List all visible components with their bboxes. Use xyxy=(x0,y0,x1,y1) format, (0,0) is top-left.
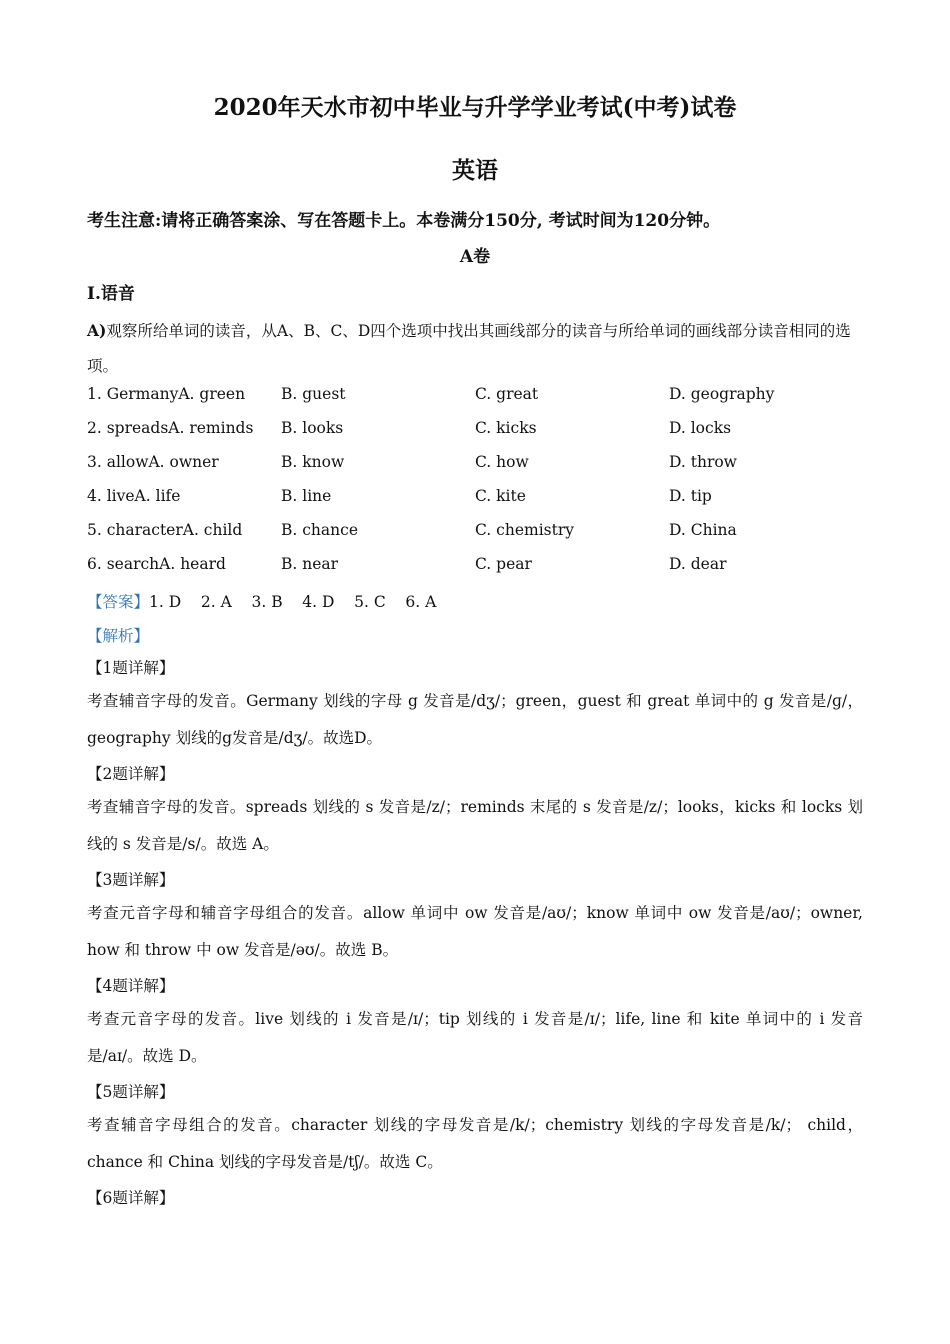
question-stem-option-a: 5. characterA. child xyxy=(87,521,243,539)
question-stem-option-a: 6. searchA. heard xyxy=(87,555,226,573)
option-b: B. chance xyxy=(281,521,358,539)
detail-heading: 【6题详解】 xyxy=(87,1189,175,1207)
question-row xyxy=(87,487,863,521)
detail-text: 考查辅音字母组合的发音。character 划线的字母发音是/k/；chemistry 划线的字母发音是/k/； child，chance 和 China 划线的字母发音是/tʃ/。故选 C。 xyxy=(87,1116,863,1171)
option-b: B. near xyxy=(281,555,339,573)
option-c: C. pear xyxy=(475,555,532,573)
option-c: C. great xyxy=(475,385,539,403)
detail-heading: 【2题详解】 xyxy=(87,765,175,783)
question-stem-option-a: 3. allowA. owner xyxy=(87,453,219,471)
option-d: D. geography xyxy=(669,385,775,403)
option-c: C. how xyxy=(475,453,529,471)
option-d: D. dear xyxy=(669,555,727,573)
question-stem-option-a: 2. spreadsA. reminds xyxy=(87,419,254,437)
option-d: D. locks xyxy=(669,419,732,437)
instruction-label: A) xyxy=(87,321,107,340)
option-d: D. China xyxy=(669,521,737,539)
instruction-text xyxy=(87,313,863,384)
question-row xyxy=(87,385,863,419)
question-row xyxy=(87,453,863,487)
instruction-body: 观察所给单词的读音，从A、B、C、D四个选项中找出其画线部分的读音与所给单词的画线部分读音相同的选项。 xyxy=(87,322,851,375)
option-b: B. line xyxy=(281,487,332,505)
question-stem-option-a: 4. liveA. life xyxy=(87,487,181,505)
detail-heading: 【3题详解】 xyxy=(87,871,175,889)
option-c: C. kicks xyxy=(475,419,537,437)
option-d: D. tip xyxy=(669,487,712,505)
question-row xyxy=(87,521,863,555)
question-stem-option-a: 1. GermanyA. green xyxy=(87,385,246,403)
detail-text: 考查元音字母的发音。live 划线的 i 发音是/ɪ/；tip 划线的 i 发音是/ɪ/；life, line 和 kite 单词中的 i 发音是/aɪ/。故选 D。 xyxy=(87,1010,863,1065)
section-heading: I.语音 xyxy=(87,284,135,304)
detail-text: 考查辅音字母的发音。Germany 划线的字母 g 发音是/dʒ/；green，guest 和 great 单词中的 g 发音是/ɡ/，geography 划线的g发音是/dʒ/。故选D。 xyxy=(87,692,863,747)
question-row xyxy=(87,555,863,589)
detail-heading: 【1题详解】 xyxy=(87,659,175,677)
subject-title: 英语 xyxy=(452,157,498,184)
page-title: 2020年天水市初中毕业与升学学业考试(中考)试卷 xyxy=(213,94,737,121)
analysis-label: 【解析】 xyxy=(87,627,150,645)
option-b: B. guest xyxy=(281,385,346,403)
option-d: D. throw xyxy=(669,453,737,471)
detail-text: 考查辅音字母的发音。spreads 划线的 s 发音是/z/；reminds 末尾的 s 发音是/z/；looks，kicks 和 locks 划线的 s 发音是/s/。故选 A。 xyxy=(87,798,863,853)
answer-line xyxy=(87,590,436,612)
question-row xyxy=(87,419,863,453)
option-c: C. chemistry xyxy=(475,521,575,539)
option-b: B. know xyxy=(281,453,345,471)
detail-heading: 【5题详解】 xyxy=(87,1083,175,1101)
volume-label: A卷 xyxy=(459,247,491,267)
option-c: C. kite xyxy=(475,487,526,505)
detail-heading: 【4题详解】 xyxy=(87,977,175,995)
answer-label: 【答案】 xyxy=(87,593,150,611)
option-b: B. looks xyxy=(281,419,344,437)
exam-notice: 考生注意:请将正确答案涂、写在答题卡上。本卷满分150分, 考试时间为120分钟。 xyxy=(87,211,721,231)
detail-text: 考查元音字母和辅音字母组合的发音。allow 单词中 ow 发音是/aʊ/；know 单词中 ow 发音是/aʊ/；owner, how 和 throw 中 ow 发音是/əʊ/。故选 B。 xyxy=(87,904,863,959)
answer-values: 1. D 2. A 3. B 4. D 5. C 6. A xyxy=(149,593,437,611)
